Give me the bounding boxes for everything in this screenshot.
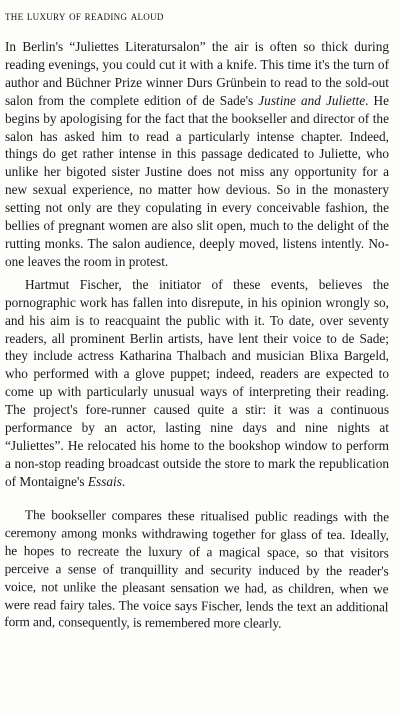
paragraph-2-text-a: Hartmut Fischer, the initiator of these events, believes the pornographic work has fallen into disrepute, in his opinion wrongly so, and his aim is to reacquaint the public with it. To date, over seventy readers, all prominent Berlin artists, have lent their voice to de Sade; they include actress Katharina Thalbach and musician Blixa Bargeld, who performed with a glove puppet; indeed, readers are expected to come up with particularly unusual ways of interpreting their reading. The project's fore-runner caused quite a stir: it was a continuous performance by an actor, lasting nine days and nine nights at “Juliettes”. He relocated his home to the bookshop window to perform a non-stop reading broadcast outside the store to mark the republication of Montaigne's xyxy=(5,276,389,489)
paragraph-2-text-b: . xyxy=(121,473,126,489)
book-title-essais: Essais xyxy=(87,473,122,489)
paragraph-1-text-b: . He begins by apologising for the fact that the bookseller and director of the salon has asked him to read a particularly intense chapter. Indeed, things do get rather intense in this passage dedicated to Juliette, who unlike her bigoted sister Justine does not miss any opportunity for a new sexual experience, no matter how devious. So in the monastery setting not only are they copulating in every conceivable fashion, the bellies of pregnant women are also slit open, much to the delight of the rutting monks. The salon audience, deeply moved, listens intently. No-one leaves the room in protest. xyxy=(5,92,390,269)
article-body xyxy=(5,38,389,631)
paragraph-2 xyxy=(5,276,389,491)
paragraph-1 xyxy=(5,38,389,271)
paragraph-3: The bookseller compares these ritualised public readings with the ceremony among monks withdrawing together for glass of tea. Ideally, he hopes to recreate the luxury of a magical space, so that visitors perceive a sense of tranquillity and security induced by the reader's voice, not unlike the pleasant sensation we had, as children, when we were read fairy tales. The voice says Fischer, lends the text an additional form and, consequently, is remembered more clearly. xyxy=(4,506,389,631)
section-heading: the luxury of reading aloud xyxy=(5,9,164,23)
paragraph-1-text-a: In Berlin's “Juliettes Literatursalon” the air is often so thick during reading evenings, you could cut it with a knife. This time it's the turn of author and Büchner Prize winner Durs Grünbein to read to the sold-out salon from the complete edition of de Sade's xyxy=(5,39,389,108)
book-title-justine-and-juliette: Justine and Juliette xyxy=(258,92,366,108)
